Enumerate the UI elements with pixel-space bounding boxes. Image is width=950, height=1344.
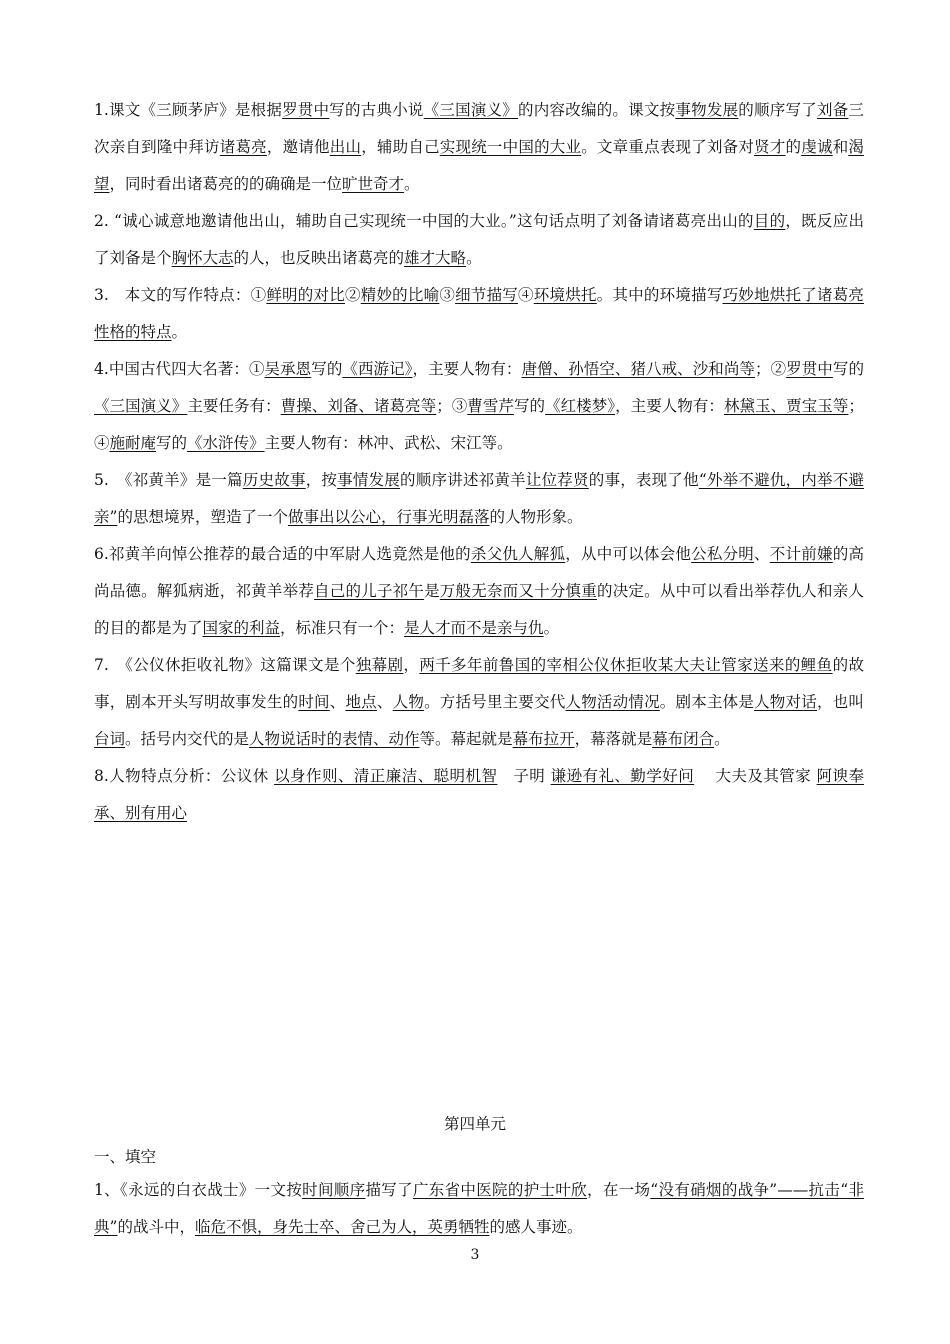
answer-blank: 临危不惧，身先士卒、舍己为人，英勇牺牲 bbox=[194, 1218, 490, 1236]
text-segment: 。剧本主体是 bbox=[659, 693, 755, 711]
answer-blank: 历史故事 bbox=[242, 471, 306, 489]
paragraph-1 bbox=[94, 92, 864, 203]
text-segment: 是 bbox=[424, 582, 440, 600]
text-segment: ，既反应出了刘备是个 bbox=[94, 212, 864, 267]
text-segment: 等。幕起就是 bbox=[419, 730, 513, 748]
answer-blank: 罗贯中 bbox=[282, 101, 330, 119]
text-segment: 。其中的环境描写 bbox=[596, 286, 723, 304]
text-segment: 的顺序讲述祁黄羊 bbox=[400, 471, 526, 489]
text-segment: ，主要人物有： bbox=[615, 397, 724, 415]
answer-blank: 胸怀大志 bbox=[171, 249, 234, 267]
section-title: 一、填空 bbox=[94, 1148, 157, 1166]
answer-blank: 时间顺序 bbox=[302, 1181, 366, 1199]
text-segment: 的思想境界，塑造了一个 bbox=[117, 508, 288, 526]
answer-blank: 事物发展 bbox=[675, 101, 739, 119]
answer-blank: 唐僧、孙悟空、猪八戒、沙和尚等 bbox=[521, 360, 756, 378]
text-segment: 4.中国古代四大名著：① bbox=[94, 360, 265, 378]
answer-blank: 阿谀奉承、别有用心 bbox=[94, 767, 864, 822]
text-segment: 的感人事迹。 bbox=[489, 1218, 583, 1236]
paragraph-6 bbox=[94, 536, 864, 647]
answer-blank: 实现统一中国的大业 bbox=[439, 138, 582, 156]
answer-blank: 施耐庵 bbox=[109, 434, 157, 452]
text-segment: 。方括号里主要交代 bbox=[424, 693, 566, 711]
text-segment: 写的 bbox=[311, 360, 343, 378]
answer-blank: 不计前嫌 bbox=[769, 545, 833, 563]
text-segment: ② bbox=[344, 286, 361, 304]
unit-title: 第四单元 bbox=[443, 1115, 506, 1133]
text-segment: 。 bbox=[171, 323, 188, 341]
answer-blank: 出山 bbox=[329, 138, 362, 156]
answer-blank: 雄才大略 bbox=[404, 249, 467, 267]
paragraph-7 bbox=[94, 647, 864, 758]
text-segment: 、 bbox=[376, 693, 393, 711]
answer-blank: 虔诚 bbox=[801, 138, 833, 156]
answer-blank: 人物活动情况 bbox=[565, 693, 660, 711]
answer-blank: 人物 bbox=[392, 693, 425, 711]
answer-blank: 罗贯中 bbox=[786, 360, 833, 378]
answer-blank: 《水浒传》 bbox=[187, 434, 265, 452]
answer-blank: 万般无奈而又十分慎重 bbox=[439, 582, 597, 600]
text-segment: ，也叫 bbox=[816, 693, 864, 711]
paragraph-5 bbox=[94, 462, 864, 536]
text-segment: 的内容改编的。课文按 bbox=[518, 101, 676, 119]
answer-blank: 林黛玉、贾宝玉等 bbox=[723, 397, 849, 415]
answer-list bbox=[94, 92, 864, 832]
answer-blank: 鲜明的对比 bbox=[266, 286, 345, 304]
text-segment: 的顺序写了 bbox=[738, 101, 817, 119]
answer-blank: 渴望 bbox=[94, 138, 864, 193]
paragraph-3 bbox=[94, 277, 864, 351]
text-segment: 5. 《祁黄羊》是一篇 bbox=[94, 471, 243, 489]
text-segment: 子明 bbox=[497, 767, 551, 785]
answer-blank: 杀父仇人解狐 bbox=[470, 545, 566, 563]
answer-blank: 《西游记》 bbox=[342, 360, 413, 378]
text-segment: 。 bbox=[404, 175, 420, 193]
answer-blank: 诸葛亮 bbox=[219, 138, 267, 156]
answer-blank: 刘备 bbox=[816, 101, 849, 119]
unit4-paragraph-1 bbox=[94, 1172, 864, 1246]
answer-blank: 时间 bbox=[298, 693, 330, 711]
text-segment: ；③ bbox=[436, 397, 468, 415]
text-segment: 的人，也反映出诸葛亮的 bbox=[233, 249, 405, 267]
paragraph-4 bbox=[94, 351, 864, 462]
text-segment: ④ bbox=[518, 286, 534, 304]
answer-blank: 旷世奇才 bbox=[342, 175, 405, 193]
answer-blank: 《红楼梦》 bbox=[545, 397, 616, 415]
answer-blank: 国家的利益 bbox=[202, 619, 281, 637]
answer-blank: 人物对话 bbox=[754, 693, 817, 711]
answer-blank: 巧妙地烘托了诸葛亮性格的特点 bbox=[94, 286, 864, 341]
text-segment: 写的 bbox=[156, 434, 188, 452]
text-segment: 2. “诚心诚意地邀请他出山，辅助自己实现统一中国的大业。”这句话点明了刘备请诸葛亮出山的 bbox=[94, 212, 754, 230]
answer-blank: 台词 bbox=[94, 730, 126, 748]
text-segment: 的人物形象。 bbox=[489, 508, 583, 526]
text-segment: ， bbox=[403, 656, 420, 674]
answer-blank: 广东省中医院的护士叶欣 bbox=[412, 1181, 587, 1199]
answer-blank: 精妙的比喻 bbox=[360, 286, 440, 304]
text-segment: 写的 bbox=[513, 397, 546, 415]
answer-blank: 《三国演义》 bbox=[94, 397, 188, 415]
text-segment: 。文章重点表现了刘备对 bbox=[581, 138, 755, 156]
text-segment: ，标准只有一个： bbox=[280, 619, 405, 637]
answer-blank: 吴承恩 bbox=[264, 360, 312, 378]
text-segment: 描写了 bbox=[365, 1181, 413, 1199]
text-segment: 的决定。从中可以看出举荐仇人和亲人的目的都是为了 bbox=[94, 582, 864, 637]
answer-blank: 两千多年前鲁国的宰相公仪休拒收某大夫让管家送来的鲤鱼 bbox=[419, 656, 833, 674]
page-number: 3 bbox=[470, 1247, 480, 1263]
text-segment: 的故事，剧本开头写明故事发生的 bbox=[94, 656, 864, 711]
text-segment: 主要任务有： bbox=[187, 397, 281, 415]
answer-blank: 谦逊有礼、勤学好问 bbox=[550, 767, 695, 785]
text-segment: 三次亲自到隆中拜访 bbox=[94, 101, 864, 156]
paragraph-8 bbox=[94, 758, 864, 832]
text-segment: 的事，表现了他 bbox=[588, 471, 699, 489]
answer-blank: 目的 bbox=[753, 212, 786, 230]
text-segment: ；② bbox=[755, 360, 787, 378]
text-segment: 7. 《公仪休拒收礼物》这篇课文是个 bbox=[94, 656, 356, 674]
answer-blank: 独幕剧 bbox=[355, 656, 404, 674]
text-segment: 。括号内交代的是 bbox=[125, 730, 250, 748]
answer-blank: 自己的儿子祁午 bbox=[314, 582, 425, 600]
text-segment: ，主要人物有： bbox=[412, 360, 522, 378]
text-segment: 6.祁黄羊向悼公推荐的最合适的中军尉人选竟然是他的 bbox=[94, 545, 471, 563]
text-segment: 主要人物有：林冲、武松、宋江等。 bbox=[264, 434, 513, 452]
text-segment: 的 bbox=[785, 138, 802, 156]
answer-blank: 做事出以公心，行事光明磊落 bbox=[287, 508, 490, 526]
answer-blank: 让位荐贤 bbox=[525, 471, 589, 489]
text-segment: 写的 bbox=[832, 360, 864, 378]
answer-blank: 以身作则、清正廉洁、聪明机智 bbox=[274, 767, 498, 785]
text-segment: ③ bbox=[439, 286, 456, 304]
text-segment: ，从中可以体会他 bbox=[565, 545, 692, 563]
answer-blank: 环境烘托 bbox=[533, 286, 597, 304]
text-segment: ，同时看出诸葛亮的的确确是一位 bbox=[109, 175, 343, 193]
text-segment: 写的古典小说 bbox=[329, 101, 424, 119]
text-segment: ，辅助自己 bbox=[361, 138, 440, 156]
text-segment: ，邀请他 bbox=[266, 138, 330, 156]
answer-blank: 《三国演义》 bbox=[423, 101, 519, 119]
answer-blank: 公私分明 bbox=[691, 545, 755, 563]
answer-blank: 事情发展 bbox=[337, 471, 401, 489]
paragraph-2 bbox=[94, 203, 864, 277]
text-segment: 1.课文《三顾茅庐》是根据 bbox=[94, 101, 283, 119]
answer-blank: “外举不避仇，内举不避亲” bbox=[94, 471, 864, 526]
text-segment: 的高尚品德。解狐病逝，祁黄羊举荐 bbox=[94, 545, 864, 600]
text-segment: ；④ bbox=[94, 397, 864, 452]
text-segment: ，按 bbox=[305, 471, 338, 489]
text-segment: 。 bbox=[466, 249, 482, 267]
answer-blank: 幕布闭合 bbox=[652, 730, 715, 748]
text-segment: 、 bbox=[329, 693, 346, 711]
text-segment: 。 bbox=[543, 619, 560, 637]
text-segment: 。 bbox=[714, 730, 730, 748]
answer-blank: 人物说话时的表情、动作 bbox=[249, 730, 420, 748]
answer-blank: 是人才而不是亲与仇 bbox=[404, 619, 544, 637]
unit4-fill-blank-list bbox=[94, 1172, 864, 1246]
text-segment: 、 bbox=[754, 545, 770, 563]
answer-blank: 幕布拉开 bbox=[512, 730, 575, 748]
text-segment: 的战斗中， bbox=[117, 1218, 195, 1236]
answer-blank: 曹雪芹 bbox=[467, 397, 514, 415]
answer-blank: 贤才 bbox=[754, 138, 786, 156]
text-segment: 大夫及其管家 bbox=[694, 767, 817, 785]
text-segment: ，在一场 bbox=[587, 1181, 651, 1199]
text-segment: 3. 本文的写作特点：① bbox=[94, 286, 267, 304]
answer-blank: “没有硝烟的战争”——抗击“非典” bbox=[94, 1181, 864, 1236]
text-segment: 1、《永远的白衣战士》一文按 bbox=[94, 1181, 303, 1199]
answer-blank: 曹操、刘备、诸葛亮等 bbox=[280, 397, 437, 415]
text-segment: ，幕落就是 bbox=[574, 730, 653, 748]
answer-blank: 细节描写 bbox=[455, 286, 519, 304]
text-segment: 8.人物特点分析：公议休 bbox=[94, 767, 275, 785]
text-segment: 和 bbox=[832, 138, 849, 156]
answer-blank: 地点 bbox=[345, 693, 377, 711]
